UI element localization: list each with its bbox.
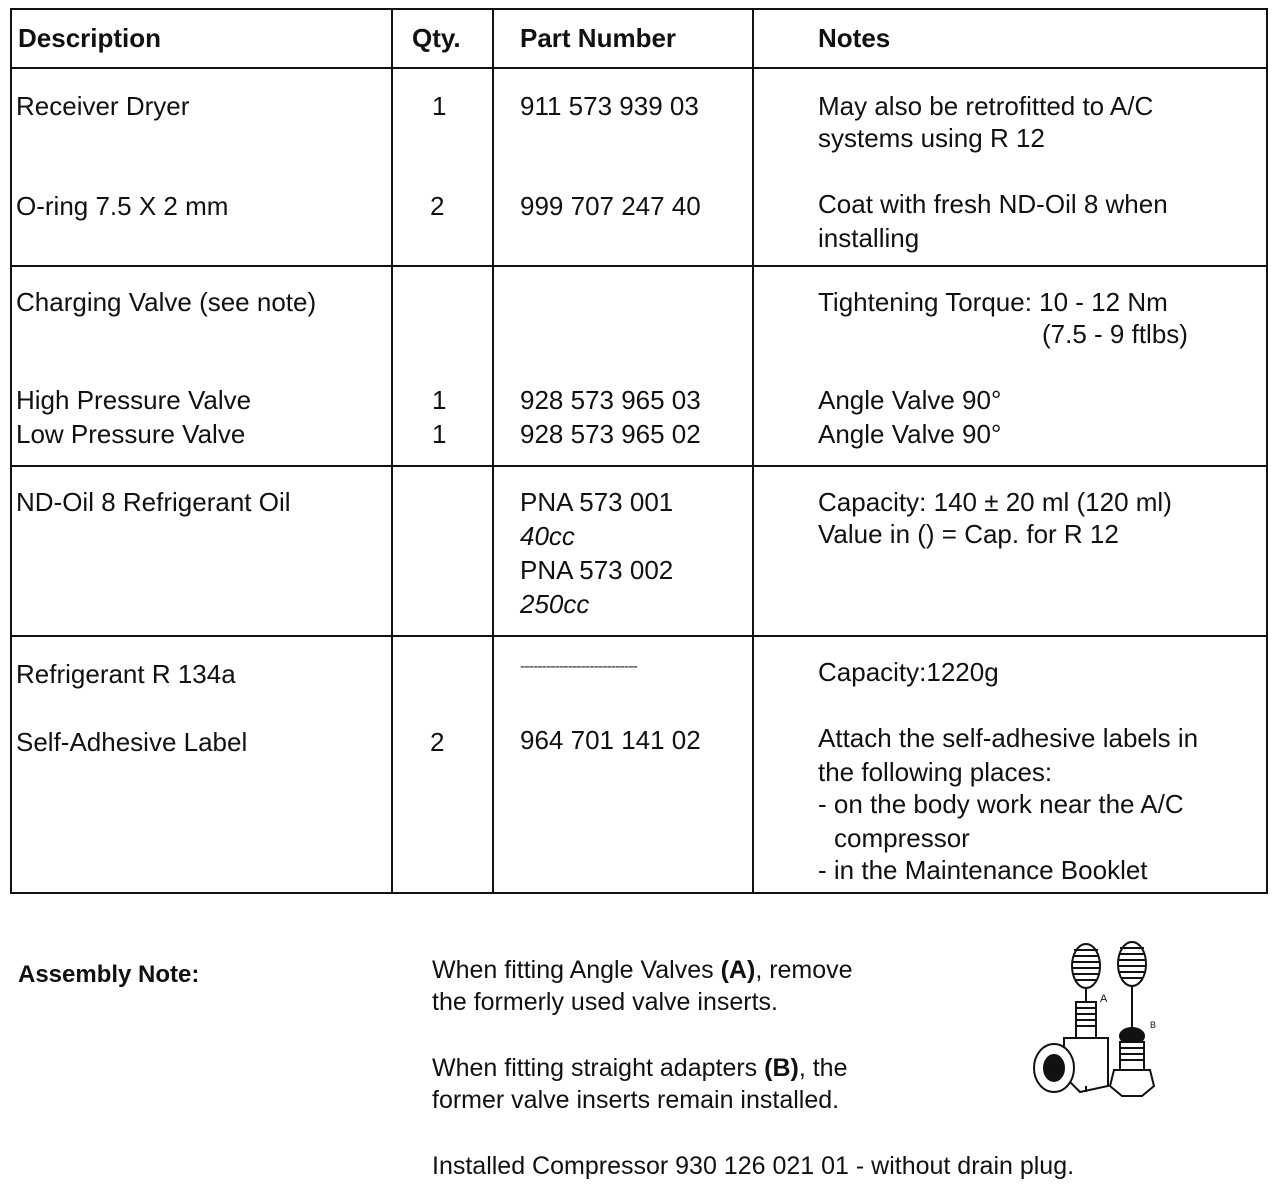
high-pressure-valve-notes: Angle Valve 90° bbox=[818, 385, 1002, 415]
valve-illustration bbox=[1020, 936, 1170, 1126]
column-divider bbox=[391, 10, 393, 892]
assembly-note-label: Assembly Note: bbox=[18, 961, 200, 988]
row-divider bbox=[12, 265, 1266, 267]
nd-oil-notes-1: Capacity: 140 ± 20 ml (120 ml) bbox=[818, 487, 1172, 517]
o-ring-qty: 2 bbox=[430, 191, 445, 221]
figure-label-b: B bbox=[1150, 1020, 1157, 1030]
p2-ref-b: (B) bbox=[764, 1054, 799, 1082]
charging-valve-notes-2: (7.5 - 9 ftlbs) bbox=[1042, 319, 1188, 349]
receiver-dryer-description: Receiver Dryer bbox=[16, 91, 190, 121]
high-pressure-valve-description: High Pressure Valve bbox=[16, 385, 252, 415]
refrigerant-description: Refrigerant R 134a bbox=[16, 659, 236, 689]
label-notes-1: Attach the self-adhesive labels in bbox=[818, 723, 1199, 753]
header-description: Description bbox=[18, 23, 162, 53]
o-ring-description: O-ring 7.5 X 2 mm bbox=[16, 191, 229, 221]
receiver-dryer-part-number: 911 573 939 03 bbox=[520, 91, 699, 121]
receiver-dryer-qty: 1 bbox=[432, 91, 447, 121]
refrigerant-part-number: --------------------------- bbox=[520, 658, 637, 675]
nd-oil-volume-1: 40cc bbox=[520, 521, 575, 551]
row-divider bbox=[12, 635, 1266, 637]
label-notes-4: compressor bbox=[834, 823, 970, 853]
assembly-note-paragraph-1-line-2: the formerly used valve inserts. bbox=[432, 988, 778, 1016]
label-notes-5: - in the Maintenance Booklet bbox=[818, 855, 1148, 885]
header-notes: Notes bbox=[818, 23, 891, 53]
low-pressure-valve-part-number: 928 573 965 02 bbox=[520, 419, 701, 449]
high-pressure-valve-part-number: 928 573 965 03 bbox=[520, 385, 701, 415]
nd-oil-notes-2: Value in () = Cap. for R 12 bbox=[818, 519, 1119, 549]
refrigerant-notes: Capacity:1220g bbox=[818, 657, 999, 687]
angle-valve-a-icon bbox=[1034, 1002, 1108, 1092]
label-qty: 2 bbox=[430, 727, 445, 757]
valve-insert-b-icon bbox=[1118, 942, 1146, 1028]
charging-valve-notes-1: Tightening Torque: 10 - 12 Nm bbox=[818, 287, 1168, 317]
p2-text-after: , the bbox=[798, 1054, 848, 1082]
parts-table bbox=[10, 8, 1268, 894]
label-part-number: 964 701 141 02 bbox=[520, 725, 701, 755]
o-ring-notes-1: Coat with fresh ND-Oil 8 when bbox=[818, 189, 1168, 219]
label-notes-3: - on the body work near the A/C bbox=[818, 789, 1184, 819]
p1-text: When fitting Angle Valves bbox=[432, 956, 721, 984]
p2-text: When fitting straight adapters bbox=[432, 1054, 765, 1082]
assembly-note-paragraph-1-line-1 bbox=[432, 954, 853, 987]
nd-oil-part-number-2: PNA 573 002 bbox=[520, 555, 674, 585]
figure-label-a: A bbox=[1100, 993, 1108, 1005]
nd-oil-part-number-1: PNA 573 001 bbox=[520, 487, 674, 517]
charging-valve-description: Charging Valve (see note) bbox=[16, 287, 317, 317]
low-pressure-valve-qty: 1 bbox=[432, 419, 447, 449]
label-notes-2: the following places: bbox=[818, 757, 1053, 787]
p1-ref-a: (A) bbox=[720, 956, 756, 984]
row-divider bbox=[12, 465, 1266, 467]
o-ring-notes-2: installing bbox=[818, 223, 920, 253]
column-divider bbox=[752, 10, 754, 892]
assembly-note-paragraph-2-line-2: former valve inserts remain installed. bbox=[432, 1086, 840, 1114]
receiver-dryer-notes-2: systems using R 12 bbox=[818, 123, 1045, 153]
column-divider bbox=[492, 10, 494, 892]
p1-text-after: , remove bbox=[755, 956, 853, 984]
low-pressure-valve-description: Low Pressure Valve bbox=[16, 419, 246, 449]
assembly-note-paragraph-3: Installed Compressor 930 126 021 01 - without drain plug. bbox=[432, 1152, 1075, 1180]
o-ring-part-number: 999 707 247 40 bbox=[520, 191, 701, 221]
nd-oil-description: ND-Oil 8 Refrigerant Oil bbox=[16, 487, 291, 517]
header-part-number: Part Number bbox=[520, 23, 677, 53]
header-qty: Qty. bbox=[412, 23, 461, 53]
assembly-note-paragraph-2-line-1 bbox=[432, 1052, 848, 1085]
valve-insert-a-icon bbox=[1072, 944, 1100, 1002]
label-description: Self-Adhesive Label bbox=[16, 727, 248, 757]
receiver-dryer-notes-1: May also be retrofitted to A/C bbox=[818, 91, 1154, 121]
row-divider bbox=[12, 67, 1266, 69]
high-pressure-valve-qty: 1 bbox=[432, 385, 447, 415]
straight-adapter-b-icon bbox=[1110, 1028, 1154, 1096]
low-pressure-valve-notes: Angle Valve 90° bbox=[818, 419, 1002, 449]
nd-oil-volume-2: 250cc bbox=[520, 589, 590, 619]
